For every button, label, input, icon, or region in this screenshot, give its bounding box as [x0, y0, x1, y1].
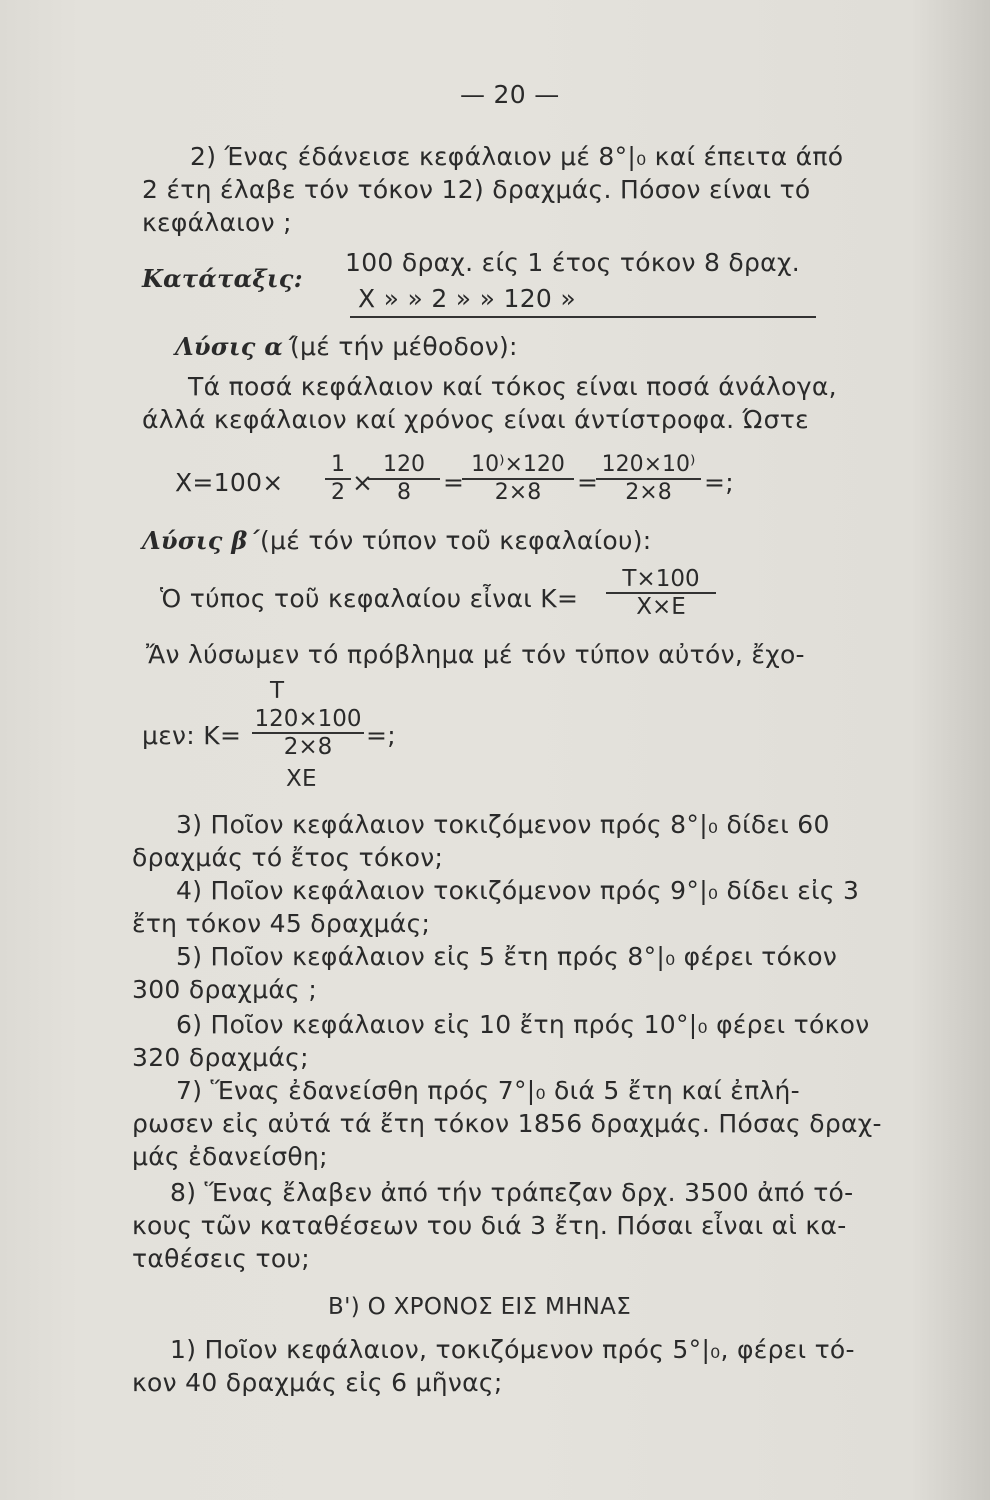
problem-6-line-1: 6) Ποῖον κεφάλαιον εἰς 10 ἔτη πρός 10°|₀ φέρει τόκον: [176, 1010, 870, 1039]
problem-4-line-2: ἔτη τόκον 45 δραχμάς;: [132, 909, 431, 938]
frac-1-numerator: 1: [331, 452, 345, 477]
problem-7-line-2: ρωσεν εἰς αὐτά τά ἔτη τόκον 1856 δραχμάς. Πόσας δραχ-: [132, 1109, 882, 1138]
lysis-b-label: Λύσις β΄: [142, 526, 260, 555]
nested-end: =;: [366, 721, 396, 750]
an-lysomen-line: Ἄν λύσωμεν τό πρόβλημα μέ τόν τύπον αὐτόν, ἔχο-: [146, 640, 805, 669]
katataxis-row-2: Χ » » 2 » » 120 »: [358, 284, 576, 313]
lysis-b-text: (μέ τόν τύπον τοῦ κεφαλαίου):: [260, 526, 652, 555]
problem-3-line-2: δραχμάς τό ἔτος τόκον;: [132, 843, 444, 872]
nested-denominator: 2×8: [252, 732, 364, 760]
formula-1-frac-2: [368, 452, 440, 506]
frac-2-numerator: 120: [383, 452, 425, 477]
formula-1-times: ×: [352, 468, 374, 497]
katataxis-label: Κατάταξις:: [142, 264, 303, 293]
katataxis-row-1: 100 δραχ. είς 1 έτος τόκον 8 δραχ.: [345, 248, 800, 277]
formula-1-lhs: Χ=100×: [175, 468, 284, 497]
lysis-a-line-1: Τά ποσά κεφάλαιον καί τόκος είναι ποσά άνάλογα,: [188, 372, 837, 401]
page-number: — 20 —: [460, 80, 560, 109]
frac-4-denominator: 2×8: [596, 478, 701, 506]
lysis-a-text: (μέ τήν μέθοδον):: [290, 332, 518, 361]
nested-numerator: 120×100: [254, 706, 362, 732]
typos-numerator: Τ×100: [622, 566, 700, 592]
problem-5-line-1: 5) Ποῖον κεφάλαιον εἰς 5 ἔτη πρός 8°|₀ φέρει τόκον: [176, 942, 838, 971]
problem-2-line-1: 2) Ένας έδάνεισε κεφάλαιον μέ 8°|₀ καί έπειτα άπό: [190, 142, 844, 171]
problem-4-line-1: 4) Ποῖον κεφάλαιον τοκιζόμενον πρός 9°|₀ δίδει εἰς 3: [176, 876, 860, 905]
problem-7-line-3: μάς ἐδανείσθη;: [132, 1142, 328, 1171]
katataxis-underline: [350, 316, 816, 318]
nested-top-T: Τ: [270, 678, 285, 704]
formula-1-eq-1: =: [443, 468, 465, 497]
section-b-problem-1-line-2: κον 40 δραχμάς εἰς 6 μῆνας;: [132, 1368, 503, 1397]
men-k-label: μεν: Κ=: [142, 721, 242, 750]
typos-fraction: [606, 566, 716, 620]
formula-1-frac-1: [325, 452, 351, 506]
lysis-a-label: Λύσις α΄: [175, 332, 296, 361]
frac-1-denominator: 2: [325, 478, 351, 506]
nested-bottom-XE: ΧΕ: [286, 766, 317, 792]
typos-denominator: Χ×Ε: [606, 592, 716, 620]
problem-8-line-1: 8) Ἕνας ἔλαβεν ἀπό τήν τράπεζαν δρχ. 3500 ἀπό τό-: [170, 1178, 854, 1207]
problem-8-line-3: ταθέσεις του;: [132, 1244, 310, 1273]
frac-3-numerator: 10⁾×120: [471, 452, 565, 477]
problem-7-line-1: 7) Ἕνας ἐδανείσθη πρός 7°|₀ διά 5 ἔτη καί ἐπλή-: [176, 1076, 800, 1105]
frac-4-numerator: 120×10⁾: [601, 452, 696, 477]
formula-1-frac-3: [462, 452, 574, 506]
formula-1-eq-2: =: [577, 468, 599, 497]
frac-2-denominator: 8: [368, 478, 440, 506]
frac-3-denominator: 2×8: [462, 478, 574, 506]
section-b-problem-1-line-1: 1) Ποῖον κεφάλαιον, τοκιζόμενον πρός 5°|₀, φέρει τό-: [170, 1335, 855, 1364]
problem-2-line-2: 2 έτη έλαβε τόν τόκον 12) δραχμάς. Πόσον είναι τό: [142, 175, 811, 204]
formula-1-frac-4: [596, 452, 701, 506]
problem-6-line-2: 320 δραχμάς;: [132, 1043, 309, 1072]
problem-5-line-2: 300 δραχμάς ;: [132, 975, 318, 1004]
section-b-title: Β') Ο ΧΡΟΝΟΣ ΕΙΣ ΜΗΝΑΣ: [328, 1294, 632, 1320]
lysis-a-line-2: άλλά κεφάλαιον καί χρόνος είναι άντίστροφα. Ώστε: [142, 405, 809, 434]
nested-fraction: [252, 706, 364, 760]
typos-text: Ὁ τύπος τοῦ κεφαλαίου εἶναι Κ=: [160, 584, 579, 613]
formula-1-end: =;: [704, 468, 734, 497]
problem-3-line-1: 3) Ποῖον κεφάλαιον τοκιζόμενον πρός 8°|₀ δίδει 60: [176, 810, 830, 839]
problem-2-line-3: κεφάλαιον ;: [142, 208, 292, 237]
problem-8-line-2: κους τῶν καταθέσεων του διά 3 ἔτη. Πόσαι εἶναι αἱ κα-: [132, 1211, 847, 1240]
